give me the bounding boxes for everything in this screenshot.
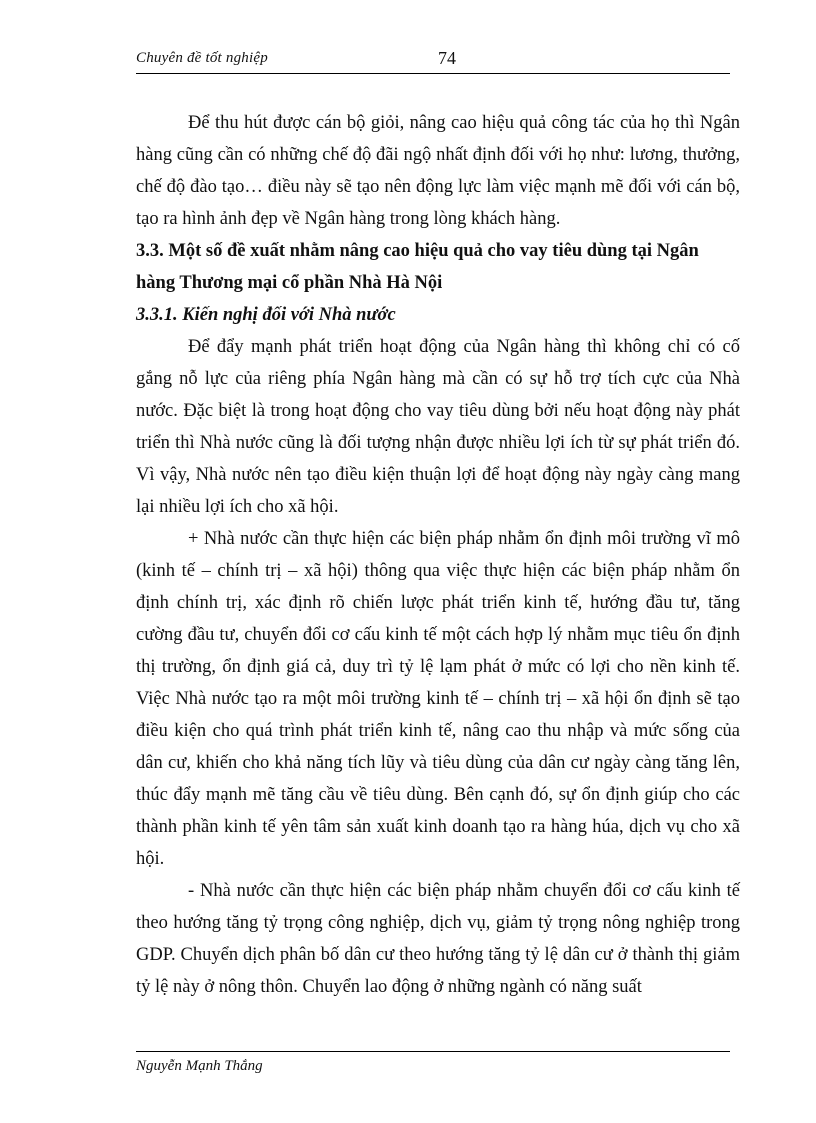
footer-divider	[136, 1051, 730, 1052]
paragraph-state-support: Để đẩy mạnh phát triển hoạt động của Ngân hàng thì không chỉ có cố gắng nỗ lực của riêng phía Ngân hàng mà cần có sự hỗ trợ tích cực của Nhà nước. Đặc biệt là trong hoạt động cho vay tiêu dùng bởi nếu hoạt động này phát triển thì Nhà nước cũng là đối tượng nhận được nhiều lợi ích từ sự phát triển đó. Vì vậy, Nhà nước nên tạo điều kiện thuận lợi để hoạt động này ngày càng mang lại nhiều lợi ích cho xã hội.	[136, 337, 740, 517]
header-title: Chuyên đề tốt nghiệp	[136, 50, 268, 66]
footer-author: Nguyễn Mạnh Thắng	[136, 1058, 263, 1074]
page-header	[136, 46, 730, 70]
header-divider	[136, 73, 730, 74]
section-heading-3-3: 3.3. Một số đề xuất nhằm nâng cao hiệu quả cho vay tiêu dùng tại Ngân hàng Thương mại cổ phần Nhà Hà Nội	[136, 241, 699, 293]
paragraph-staff-incentives: Để thu hút được cán bộ giỏi, nâng cao hiệu quả công tác của họ thì Ngân hàng cũng cần có những chế độ đãi ngộ nhất định đối với họ như: lương, thưởng, chế độ đào tạo… điều này sẽ tạo nên động lực làm việc mạnh mẽ đối với cán bộ, tạo ra hình ảnh đẹp về Ngân hàng trong lòng khách hàng.	[136, 113, 740, 229]
subsection-heading-3-3-1: 3.3.1. Kiến nghị đối với Nhà nước	[136, 305, 396, 325]
page-number: 74	[438, 48, 456, 68]
paragraph-macro-stability: + Nhà nước cần thực hiện các biện pháp nhằm ổn định môi trường vĩ mô (kinh tế – chính trị – xã hội) thông qua việc thực hiện các biện pháp nhằm ổn định chính trị, xác định rõ chiến lược phát triển kinh tế, hướng đầu tư, tăng cường đầu tư, chuyển đổi cơ cấu kinh tế một cách hợp lý nhằm mục tiêu ổn định thị trường, ổn định giá cả, duy trì tỷ lệ lạm phát ở mức có lợi cho nền kinh tế. Việc Nhà nước tạo ra một môi trường kinh tế – chính trị – xã hội ổn định sẽ tạo điều kiện cho quá trình phát triển kinh tế, nâng cao thu nhập và mức sống của dân cư, khiến cho khả năng tích lũy và tiêu dùng của dân cư ngày càng tăng lên, thúc đẩy mạnh mẽ tăng cầu về tiêu dùng. Bên cạnh đó, sự ổn định giúp cho các thành phần kinh tế yên tâm sản xuất kinh doanh tạo ra hàng húa, dịch vụ cho xã hội.	[136, 529, 740, 869]
paragraph-economic-restructuring: - Nhà nước cần thực hiện các biện pháp nhằm chuyển đổi cơ cấu kinh tế theo hướng tăng tỷ trọng công nghiệp, dịch vụ, giảm tỷ trọng nông nghiệp trong GDP. Chuyển dịch phân bố dân cư theo hướng tăng tỷ lệ dân cư ở thành thị giảm tỷ lệ này ở nông thôn. Chuyển lao động ở những ngành có năng suất	[136, 881, 740, 997]
page-body	[136, 107, 740, 1003]
